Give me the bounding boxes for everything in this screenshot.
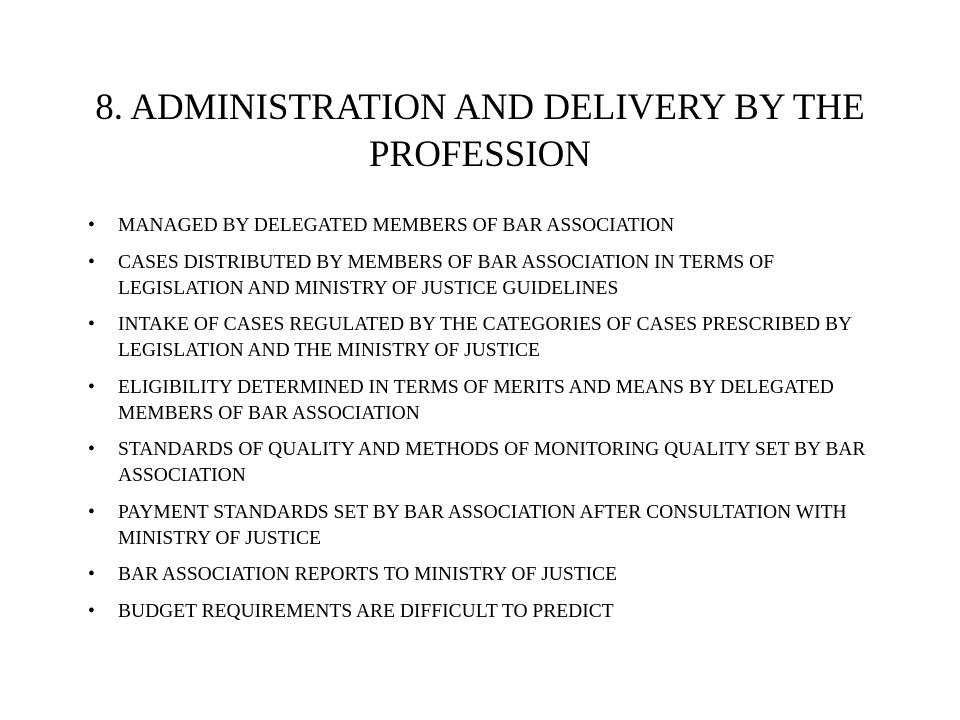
bullet-dot-icon: • (88, 564, 95, 585)
bullet-text: INTAKE OF CASES REGULATED BY THE CATEGORIES OF CASES PRESCRIBED BY LEGISLATION AND THE MINISTRY OF JUSTICE (118, 314, 852, 361)
bullet-list (88, 213, 888, 625)
bullet-item (88, 375, 888, 427)
bullet-dot-icon: • (88, 439, 95, 460)
bullet-dot-icon: • (88, 215, 95, 236)
bullet-item (88, 599, 888, 625)
bullet-text: MANAGED BY DELEGATED MEMBERS OF BAR ASSOCIATION (118, 215, 675, 236)
bullet-item (88, 312, 888, 364)
bullet-item (88, 437, 888, 489)
bullet-text: CASES DISTRIBUTED BY MEMBERS OF BAR ASSOCIATION IN TERMS OF LEGISLATION AND MINISTRY OF JUSTICE GUIDELINES (118, 251, 775, 299)
bullet-text: ELIGIBILITY DETERMINED IN TERMS OF MERITS AND MEANS BY DELEGATED MEMBERS OF BAR ASSOCIATION (118, 376, 834, 424)
bullet-dot-icon: • (88, 501, 95, 523)
bullet-dot-icon: • (88, 314, 95, 335)
bullet-item (88, 250, 888, 302)
bullet-item (88, 213, 888, 239)
bullet-item (88, 562, 888, 588)
bullet-text: PAYMENT STANDARDS SET BY BAR ASSOCIATION AFTER CONSULTATION WITH MINISTRY OF JUSTICE (118, 501, 847, 549)
bullet-text: BAR ASSOCIATION REPORTS TO MINISTRY OF JUSTICE (118, 564, 618, 585)
bullet-dot-icon: • (88, 600, 95, 622)
bullet-dot-icon: • (88, 376, 95, 398)
bullet-text: STANDARDS OF QUALITY AND METHODS OF MONITORING QUALITY SET BY BAR ASSOCIATION (118, 439, 866, 486)
bullet-text: BUDGET REQUIREMENTS ARE DIFFICULT TO PREDICT (118, 600, 614, 622)
bullet-item (88, 500, 888, 552)
bullet-dot-icon: • (88, 251, 95, 273)
slide-title: 8. ADMINISTRATION AND DELIVERY BY THE PROFESSION (95, 87, 865, 175)
